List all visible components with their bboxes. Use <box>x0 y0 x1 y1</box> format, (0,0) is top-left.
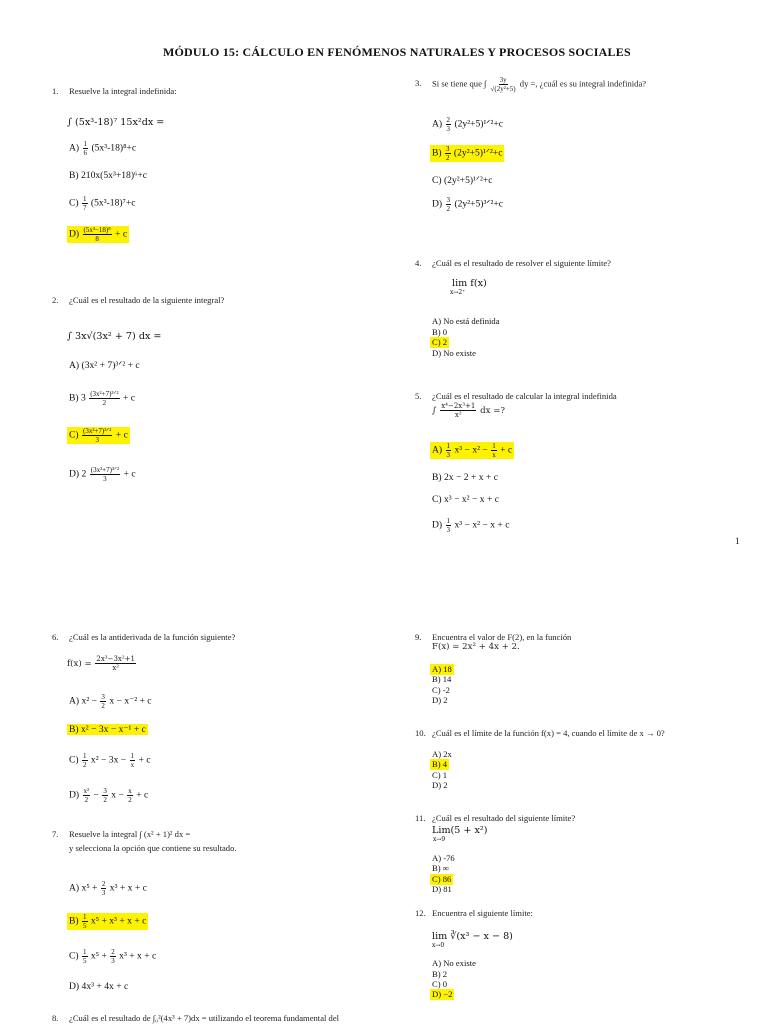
question-3-option-d: D) $\frac{3}{2}$ (2y²+5)³ᐟ²+c <box>432 196 503 213</box>
question-2-number: 2. <box>52 295 59 305</box>
question-10-option-a: A) 2x <box>432 749 452 759</box>
fraction: $\frac{2}{3}$ <box>111 948 115 965</box>
question-5-option-a-correct: A) $\frac{1}{3}$ x³ − x² − $\frac{1}{x}$ + c <box>432 442 513 459</box>
question-9-option-a-correct: A) 18 <box>432 664 452 674</box>
question-10-option-d: D) 2 <box>432 780 448 790</box>
question-6-option-d: D) $\frac{\text{x²}}{2}$ − $\frac{3}{2}$ x − $\frac{x}{2}$ + c <box>69 787 149 804</box>
question-2-option-a: A) (3x² + 7)³ᐟ² + c <box>69 360 140 371</box>
question-9-option-d: D) 2 <box>432 695 448 705</box>
fraction: $\frac{1}{x}$ <box>492 442 496 459</box>
question-8-number: 8. <box>52 1013 59 1023</box>
fraction: $\frac{3y}{\text{√(2y²+5)}}$ <box>490 76 516 93</box>
question-7-number: 7. <box>52 829 59 839</box>
question-3-option-a: A) $\frac{2}{3}$ (2y²+5)¹ᐟ²+c <box>432 116 503 133</box>
question-3-text: Si se tiene que ∫ $\frac{3y}{\text{√(2y²+5)}}$ dy =, ¿cuál es su integral indefinida? <box>432 76 647 93</box>
question-4-number: 4. <box>415 258 422 268</box>
question-6-option-a: A) x² − $\frac{3}{2}$ x − x⁻² + c <box>69 693 152 710</box>
question-2-option-d: D) 2 $\frac{\text{(3x²+7)³ᐟ²}}{3}$ + c <box>69 466 136 483</box>
question-12-option-c: C) 0 <box>432 979 448 989</box>
fraction: $\frac{1}{5}$ <box>83 913 87 930</box>
question-6-expression: f(x) = $\frac{\text{2x³−3x²+1}}{\text{x²}}$ <box>67 655 136 672</box>
question-1-option-a <box>69 140 136 157</box>
question-7-option-b-correct: B) $\frac{1}{5}$ x⁵ + x³ + x + c <box>69 913 147 930</box>
fraction: $\frac{3}{2}$ <box>446 196 451 213</box>
page-number: 1 <box>735 536 740 546</box>
fraction: $\frac{1}{3}$ <box>446 517 451 534</box>
question-12-text: Encuentra el siguiente límite: <box>432 908 533 918</box>
fraction: $\frac{\text{(5x³−18)⁸}}{8}$ <box>83 226 111 243</box>
question-12-option-b: B) 2 <box>432 969 448 979</box>
question-12-number: 12. <box>415 908 426 918</box>
question-11-text: ¿Cuál es el resultado del siguiente límite? <box>432 813 576 823</box>
question-1-option-c: C) $\frac{1}{7}$ (5x³-18)⁷+c <box>69 195 136 212</box>
question-11-limit-subscript: x→9 <box>433 836 446 843</box>
question-7-option-a: A) x⁵ + $\frac{2}{3}$ x³ + x + c <box>69 880 147 897</box>
question-11-option-d: D) 81 <box>432 884 452 894</box>
fraction: $\frac{2}{3}$ <box>446 116 451 133</box>
question-5-number: 5. <box>415 391 422 401</box>
question-2-expression: ∫ 3x√(3x² + 7) dx = <box>67 331 162 342</box>
fraction: $\frac{x}{2}$ <box>128 787 132 804</box>
question-8-text: ¿Cuál es el resultado de ∫₀²(4x³ + 7)dx = utilizando el teorema fundamental del <box>69 1013 340 1023</box>
question-4-option-c-correct: C) 2 <box>432 337 448 347</box>
question-5-option-b: B) 2x − 2 + x + c <box>432 472 499 483</box>
question-6-number: 6. <box>52 632 59 642</box>
question-12-limit-subscript: x→0 <box>432 942 445 949</box>
fraction: $\frac{3}{2}$ <box>103 787 107 804</box>
question-7-option-d: D) 4x³ + 4x + c <box>69 981 129 992</box>
question-11-option-c-correct: C) 86 <box>432 874 452 884</box>
fraction: $\frac{1}{5}$ <box>83 948 87 965</box>
question-12-option-d-correct: D) −2 <box>432 989 453 999</box>
fraction: $\frac{1}{7}$ <box>83 195 87 212</box>
question-12-option-a: A) No existe <box>432 958 476 968</box>
question-2-option-c-correct: C) $\frac{\text{(3x²+7)³ᐟ²}}{3}$ + c <box>69 427 128 444</box>
question-11-option-b: B) ∞ <box>432 863 449 873</box>
question-10-option-c: C) 1 <box>432 770 448 780</box>
question-2-option-b: B) 3 $\frac{\text{(3x²+7)³ᐟ²}}{2}$ + c <box>69 390 136 407</box>
question-4-option-d: D) No existe <box>432 348 476 358</box>
question-4-option-b: B) 0 <box>432 327 448 337</box>
question-5-option-c: C) x³ − x² − x + c <box>432 494 500 505</box>
question-12-expression: lim ∛(x³ − x − 8) <box>432 931 513 942</box>
question-11-number: 11. <box>415 813 426 823</box>
question-10-number: 10. <box>415 728 426 738</box>
question-4-text: ¿Cuál es el resultado de resolver el siguiente límite? <box>432 258 611 268</box>
fraction: $\frac{\text{x²}}{2}$ <box>83 787 90 804</box>
fraction: $\frac{1}{3}$ <box>446 442 451 459</box>
question-9-text: Encuentra el valor de F(2), en la función <box>432 632 572 642</box>
fraction: $\frac{\text{(3x²+7)³ᐟ²}}{2}$ <box>90 390 119 407</box>
fraction: $\frac{1}{2}$ <box>83 752 87 769</box>
fraction: $\frac{1}{x}$ <box>130 752 135 769</box>
question-11-option-a: A) -76 <box>432 853 455 863</box>
question-6-option-c: C) $\frac{1}{2}$ x² − 3x − $\frac{1}{x}$ + c <box>69 752 151 769</box>
question-2-text: ¿Cuál es el resultado de la siguiente integral? <box>69 295 225 305</box>
question-1-option-b: B) 210x(5x³+18)⁶+c <box>69 170 148 181</box>
question-11-expression: Lim(5 + x²) <box>432 825 488 836</box>
question-10-text: ¿Cuál es el límite de la función f(x) = 4, cuando el límite de x → 0? <box>432 728 665 738</box>
fraction: $\frac{3}{2}$ <box>101 693 105 710</box>
fraction: $\frac{3}{2}$ <box>446 145 450 162</box>
question-9-option-b: B) 14 <box>432 674 452 684</box>
question-7-text: Resuelve la integral ∫ (x² + 1)² dx = <box>69 829 191 839</box>
question-4-expression: lim f(x) <box>452 278 487 289</box>
question-10-option-b-correct: B) 4 <box>432 759 448 769</box>
question-9-number: 9. <box>415 632 422 642</box>
question-1-option-d-correct: D) $\frac{\text{(5x³−18)⁸}}{8}$ + c <box>69 226 128 243</box>
question-6-option-b-correct: B) x² − 3x − x⁻¹ + c <box>69 724 146 735</box>
question-1-number: 1. <box>52 86 59 96</box>
question-4-limit-subscript: x→2⁺ <box>450 289 466 296</box>
option-a-label: A) <box>69 142 80 154</box>
fraction: $\frac{\text{(3x²+7)³ᐟ²}}{3}$ <box>90 466 120 483</box>
question-5-expression: ∫ $\frac{\text{x⁴−2x³+1}}{\text{x²}}$ dx =? <box>432 402 505 419</box>
question-5-text: ¿Cuál es el resultado de calcular la integral indefinida <box>432 391 617 401</box>
fraction: $\frac{\text{2x³−3x²+1}}{\text{x²}}$ <box>96 655 136 672</box>
question-3-option-b-correct: B) $\frac{3}{2}$ (2y²+5)¹ᐟ²+c <box>432 145 503 162</box>
question-7-text-2: y selecciona la opción que contiene su resultado. <box>69 843 237 853</box>
option-a-body: (5x³-18)⁸+c <box>91 142 137 154</box>
question-9-function: F(x) = 2x² + 4x + 2. <box>432 642 520 652</box>
question-7-option-c: C) $\frac{1}{5}$ x⁵ + $\frac{2}{3}$ x³ + x + c <box>69 948 157 965</box>
question-9-option-c: C) -2 <box>432 685 450 695</box>
question-6-text: ¿Cuál es la antiderivada de la función siguiente? <box>69 632 236 642</box>
page-title: MÓDULO 15: CÁLCULO EN FENÓMENOS NATURALES Y PROCESOS SOCIALES <box>163 45 631 59</box>
fraction: $\frac{\text{x⁴−2x³+1}}{\text{x²}}$ <box>441 402 476 419</box>
question-5-option-d: D) $\frac{1}{3}$ x³ − x² − x + c <box>432 517 510 534</box>
question-4-option-a: A) No está definida <box>432 316 500 326</box>
fraction: $\frac{1}{6}$ <box>83 140 88 157</box>
question-3-option-c: C) (2y²+5)¹ᐟ²+c <box>432 175 493 186</box>
question-1-expression: ∫ (5x³-18)⁷ 15x²dx = <box>67 117 165 128</box>
fraction: $\frac{2}{3}$ <box>101 880 106 897</box>
question-3-number: 3. <box>415 78 422 88</box>
fraction: $\frac{\text{(3x²+7)³ᐟ²}}{3}$ <box>83 427 112 444</box>
question-1-text: Resuelve la integral indefinida: <box>69 86 177 96</box>
